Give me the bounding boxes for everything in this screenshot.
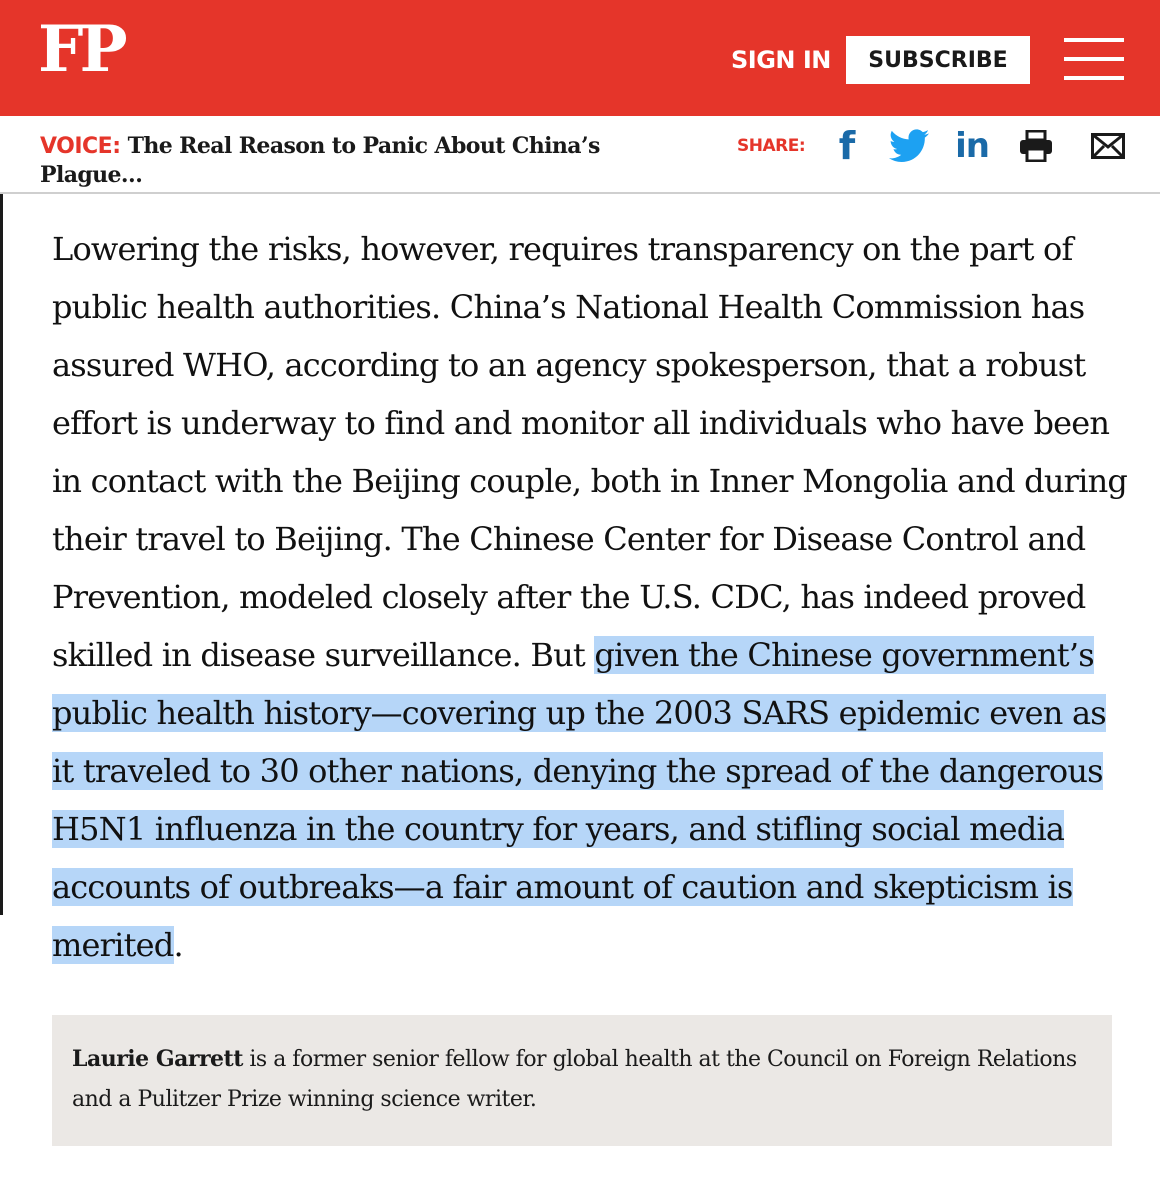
facebook-icon[interactable]: f <box>838 124 856 168</box>
fp-logo[interactable]: FP <box>38 12 124 87</box>
subscribe-button[interactable]: SUBSCRIBE <box>846 36 1030 84</box>
article-headline[interactable] <box>40 132 680 190</box>
menu-line <box>1064 57 1124 61</box>
email-icon[interactable] <box>1088 126 1128 166</box>
author-description: is a former senior fellow for global health at the Council on Foreign Relations and a Pulitzer Prize winning science writer. <box>72 1047 1077 1112</box>
author-bio-text <box>72 1039 1092 1120</box>
menu-line <box>1064 76 1124 80</box>
hamburger-menu-icon[interactable] <box>1064 38 1126 80</box>
print-icon[interactable] <box>1016 126 1056 166</box>
article-header-strip <box>0 116 1160 194</box>
article-paragraph-text: Lowering the risks, however, requires transparency on the part of public health authorities. China’s National Health Commission has assured WHO, according to an agency spokesperson, that a robust effort is underway to find and monitor all individuals who have been in contact with the Beijing couple, both in Inner Mongolia and during their travel to Beijing. The Chinese Center for Disease Control and Prevention, modeled closely after the U.S. CDC, has indeed proved skilled in disease surveillance. But <box>52 230 1128 674</box>
share-label: SHARE: <box>737 136 806 156</box>
article-body <box>52 220 1132 974</box>
author-bio <box>52 1015 1112 1146</box>
article-paragraph-end: . <box>173 926 183 964</box>
sign-in-link[interactable]: SIGN IN <box>731 46 831 74</box>
twitter-icon[interactable] <box>888 126 930 166</box>
section-label: VOICE: <box>40 134 121 159</box>
headline-text: The Real Reason to Panic About China’s Plague… <box>40 133 600 188</box>
menu-line <box>1064 38 1124 42</box>
selected-text[interactable]: given the Chinese government’s public health history—covering up the 2003 SARS epidemic even as it traveled to 30 other nations, denying the spread of the dangerous H5N1 influenza in the country for years, and stifling social media accounts of outbreaks—a fair amount of caution and skepticism is merited <box>52 636 1106 964</box>
linkedin-icon[interactable]: in <box>955 126 989 166</box>
site-header <box>0 0 1160 116</box>
author-name[interactable]: Laurie Garrett <box>72 1046 243 1072</box>
